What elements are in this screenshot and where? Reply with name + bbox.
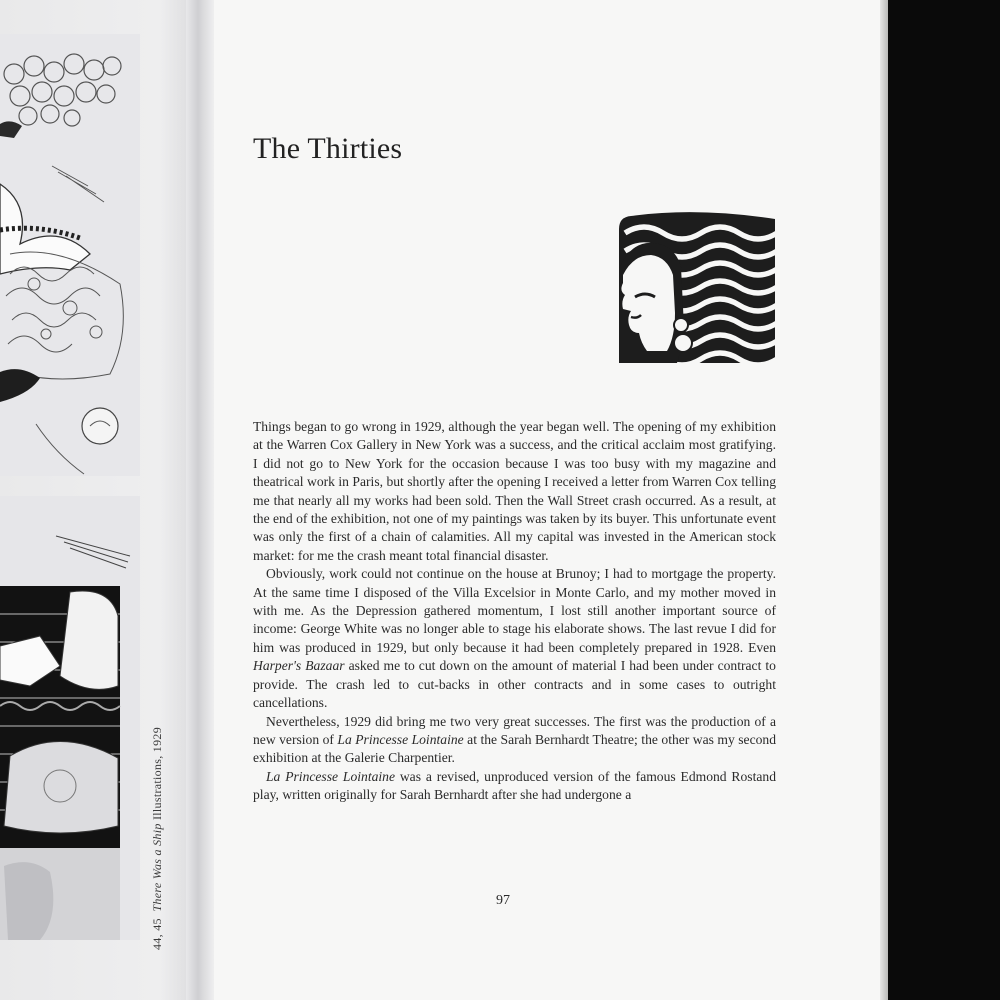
paragraph-text: Things began to go wrong in 1929, although the year began well. The opening of my exhibition at the Warren Cox Gallery in New York was a success, and the critical acclaim most gratifying. I did not go to New York for the occasion because I was too busy with my magazine and theatrical work in Paris, but shortly after the opening I received a letter from Warren Cox telling me that nearly all my works had been sold. Then the Wall Street crash occurred. As a result, at the end of the exhibition, not one of my paintings was taken by its buyer. This unfortunate event was only the first of a chain of calamities. All my capital was invested in the American stock market: for me the crash meant total financial disaster. [253, 419, 776, 563]
caption-rest: Illustrations, 1929 [150, 726, 164, 821]
paragraph-text: asked me to cut down on the amount of material I had been under contract to provide. The crash led to cut-backs in other contracts and in some cases to outright cancellations. [253, 658, 776, 711]
illustration-figure-icon [0, 34, 140, 476]
illustration-plate-bottom [0, 496, 140, 940]
paragraph [253, 565, 776, 712]
paragraph-text: Nevertheless, 1929 did bring me two very great successes. The first was the production of a new version of [253, 713, 776, 747]
italic-title-text: Harper's Bazaar [253, 658, 345, 674]
illustration-ship-icon [0, 496, 140, 940]
paragraph [253, 768, 776, 805]
left-page [0, 0, 200, 1000]
background [888, 0, 1000, 1000]
chapter-title: The Thirties [253, 132, 403, 165]
body-text [253, 418, 776, 805]
paragraph-text: at the Sarah Bernhardt Theatre; the other was my second exhibition at the Galerie Charpentier. [253, 731, 777, 766]
paragraph [253, 418, 776, 565]
art-deco-woman-face-wavy-hair-icon [617, 211, 777, 368]
book-gutter [186, 0, 216, 1000]
paragraph [253, 713, 776, 768]
paragraph-text: Obviously, work could not continue on the house at Brunoy; I had to mortgage the property. At the same time I disposed of the Villa Excelsior in Monte Carlo, and my mother moved in with me. As the Depression gathered momentum, I lost still another important source of income: George White was no longer able to stage his elaborate shows. The last revue I did for him was produced in 1929, but only because it had been completely prepared in 1928. Even [253, 566, 776, 655]
plate-caption [150, 727, 165, 950]
illustration-plate-top [0, 34, 140, 476]
page-fore-edge [880, 0, 888, 1000]
italic-title-text: La Princesse Lointaine [266, 768, 395, 784]
caption-title: There Was a Ship [150, 823, 164, 912]
caption-plate-numbers: 44, 45 [150, 918, 164, 950]
page-number: 97 [496, 893, 510, 908]
paragraph-text: was a revised, unproduced version of the famous Edmond Rostand play, written originally for Sarah Bernhardt after she had undergone a [253, 768, 776, 803]
italic-title-text: La Princesse Lointaine [337, 731, 464, 747]
